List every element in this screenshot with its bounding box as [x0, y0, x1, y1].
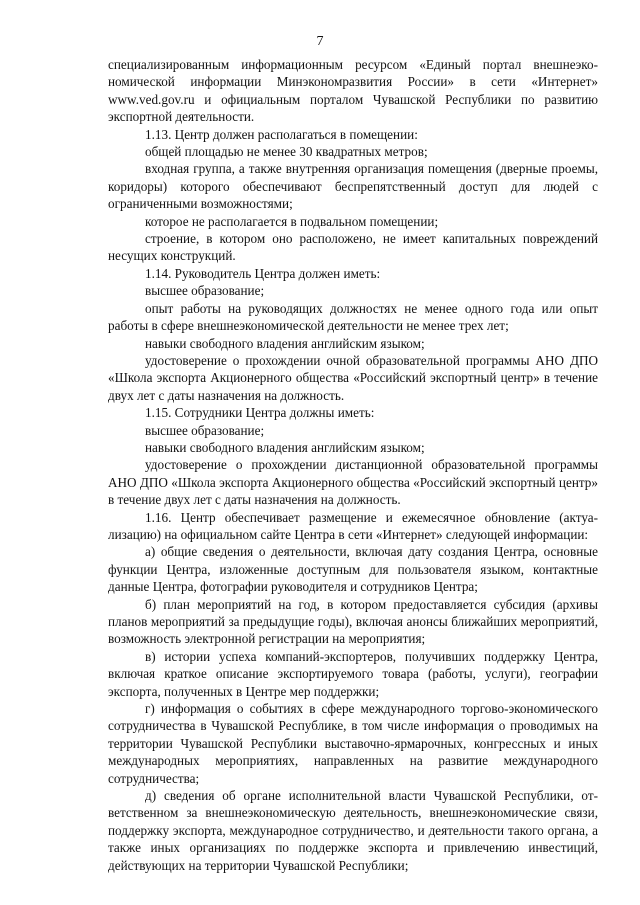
list-item: удостоверение о прохождении дистанционной образовательной программы АНО ДПО «Школа экспорта Акционерного общества «Российский экспортный центр» в течение двух лет с даты назначения на должность.	[108, 457, 598, 508]
list-item-d: д) сведения об органе исполнительной власти Чувашской Республики, ответственном за внешнеэкономическую деятельность, внешнеэкономические связи, поддержку экспорта, международное сотрудничество, и деятельности такого органа, а также иных организациях по поддержке экспорта и привлечению инвестиций, действующих на территории Чувашской Республики;	[108, 788, 598, 873]
list-item: общей площадью не менее 30 квадратных метров;	[145, 144, 428, 160]
list-item: высшее образование;	[145, 422, 265, 438]
list-item: навыки свободного владения английским языком;	[145, 439, 425, 455]
list-item: высшее образование;	[145, 283, 265, 299]
section-heading-1-15: 1.15. Сотрудники Центра должны иметь:	[145, 405, 375, 421]
list-item: строение, в котором оно расположено, не имеет капитальных повреждений несущих конструкций.	[108, 231, 598, 264]
list-item-a: а) общие сведения о деятельности, включая дату создания Центра, основные функции Центра, изложенные доступным для пользователя языком, контактные данные Центра, фотографии руководителя и сотрудников Центра;	[108, 544, 598, 595]
list-item-g: г) информация о событиях в сфере международного торгово-экономического сотрудничества в Чувашской Республике, в том числе информация о проводимых на территории Чувашской Республики выставочно-ярмарочных, конгрессных и иных международных мероприятиях, направленных на развитие международного сотрудничества;	[108, 701, 598, 786]
section-heading-1-14: 1.14. Руководитель Центра должен иметь:	[145, 265, 381, 281]
list-item: входная группа, а также внутренняя организация помещения (дверные проемы, коридоры) которого обеспечивают беспрепятственный доступ для людей с ограниченными возможностями;	[108, 161, 598, 212]
list-item-b: б) план мероприятий на год, в котором предоставляется субсидия (архивы планов мероприятий за предыдущие годы), включая анонсы ближайших мероприятий, возможность электронной регистрации на мероприятия;	[108, 596, 598, 647]
list-item: навыки свободного владения английским языком;	[145, 335, 425, 351]
paragraph: специализированным информационным ресурсом «Единый портал внешнеэкономической информации Минэкономразвития России» в сети «Интернет» www.ved.gov.ru и официальным порталом Чувашской Республики по развитию экспортной деятельности.	[108, 57, 598, 125]
body-text	[108, 56, 598, 874]
list-item-v: в) истории успеха компаний-экспортеров, получивших поддержку Центра, включая краткое описание экспортируемого товара (работы, услуги), географии экспорта, полученных в Центре мер поддержки;	[108, 648, 598, 699]
page-number: 7	[316, 34, 324, 49]
list-item: которое не располагается в подвальном помещении;	[145, 213, 439, 229]
list-item: опыт работы на руководящих должностях не менее одного года или опыт работы в сфере внешнеэкономической деятельности не менее трех лет;	[108, 300, 598, 334]
section-heading-1-13: 1.13. Центр должен располагаться в помещении:	[145, 126, 418, 142]
section-heading-1-16: 1.16. Центр обеспечивает размещение и ежемесячное обновление (актуализацию) на официальном сайте Центра в сети «Интернет» следующей информации:	[108, 509, 598, 542]
list-item: удостоверение о прохождении очной образовательной программы АНО ДПО «Школа экспорта Акционерного общества «Российский экспортный центр» в течение двух лет с даты назначения на должность.	[108, 352, 598, 403]
